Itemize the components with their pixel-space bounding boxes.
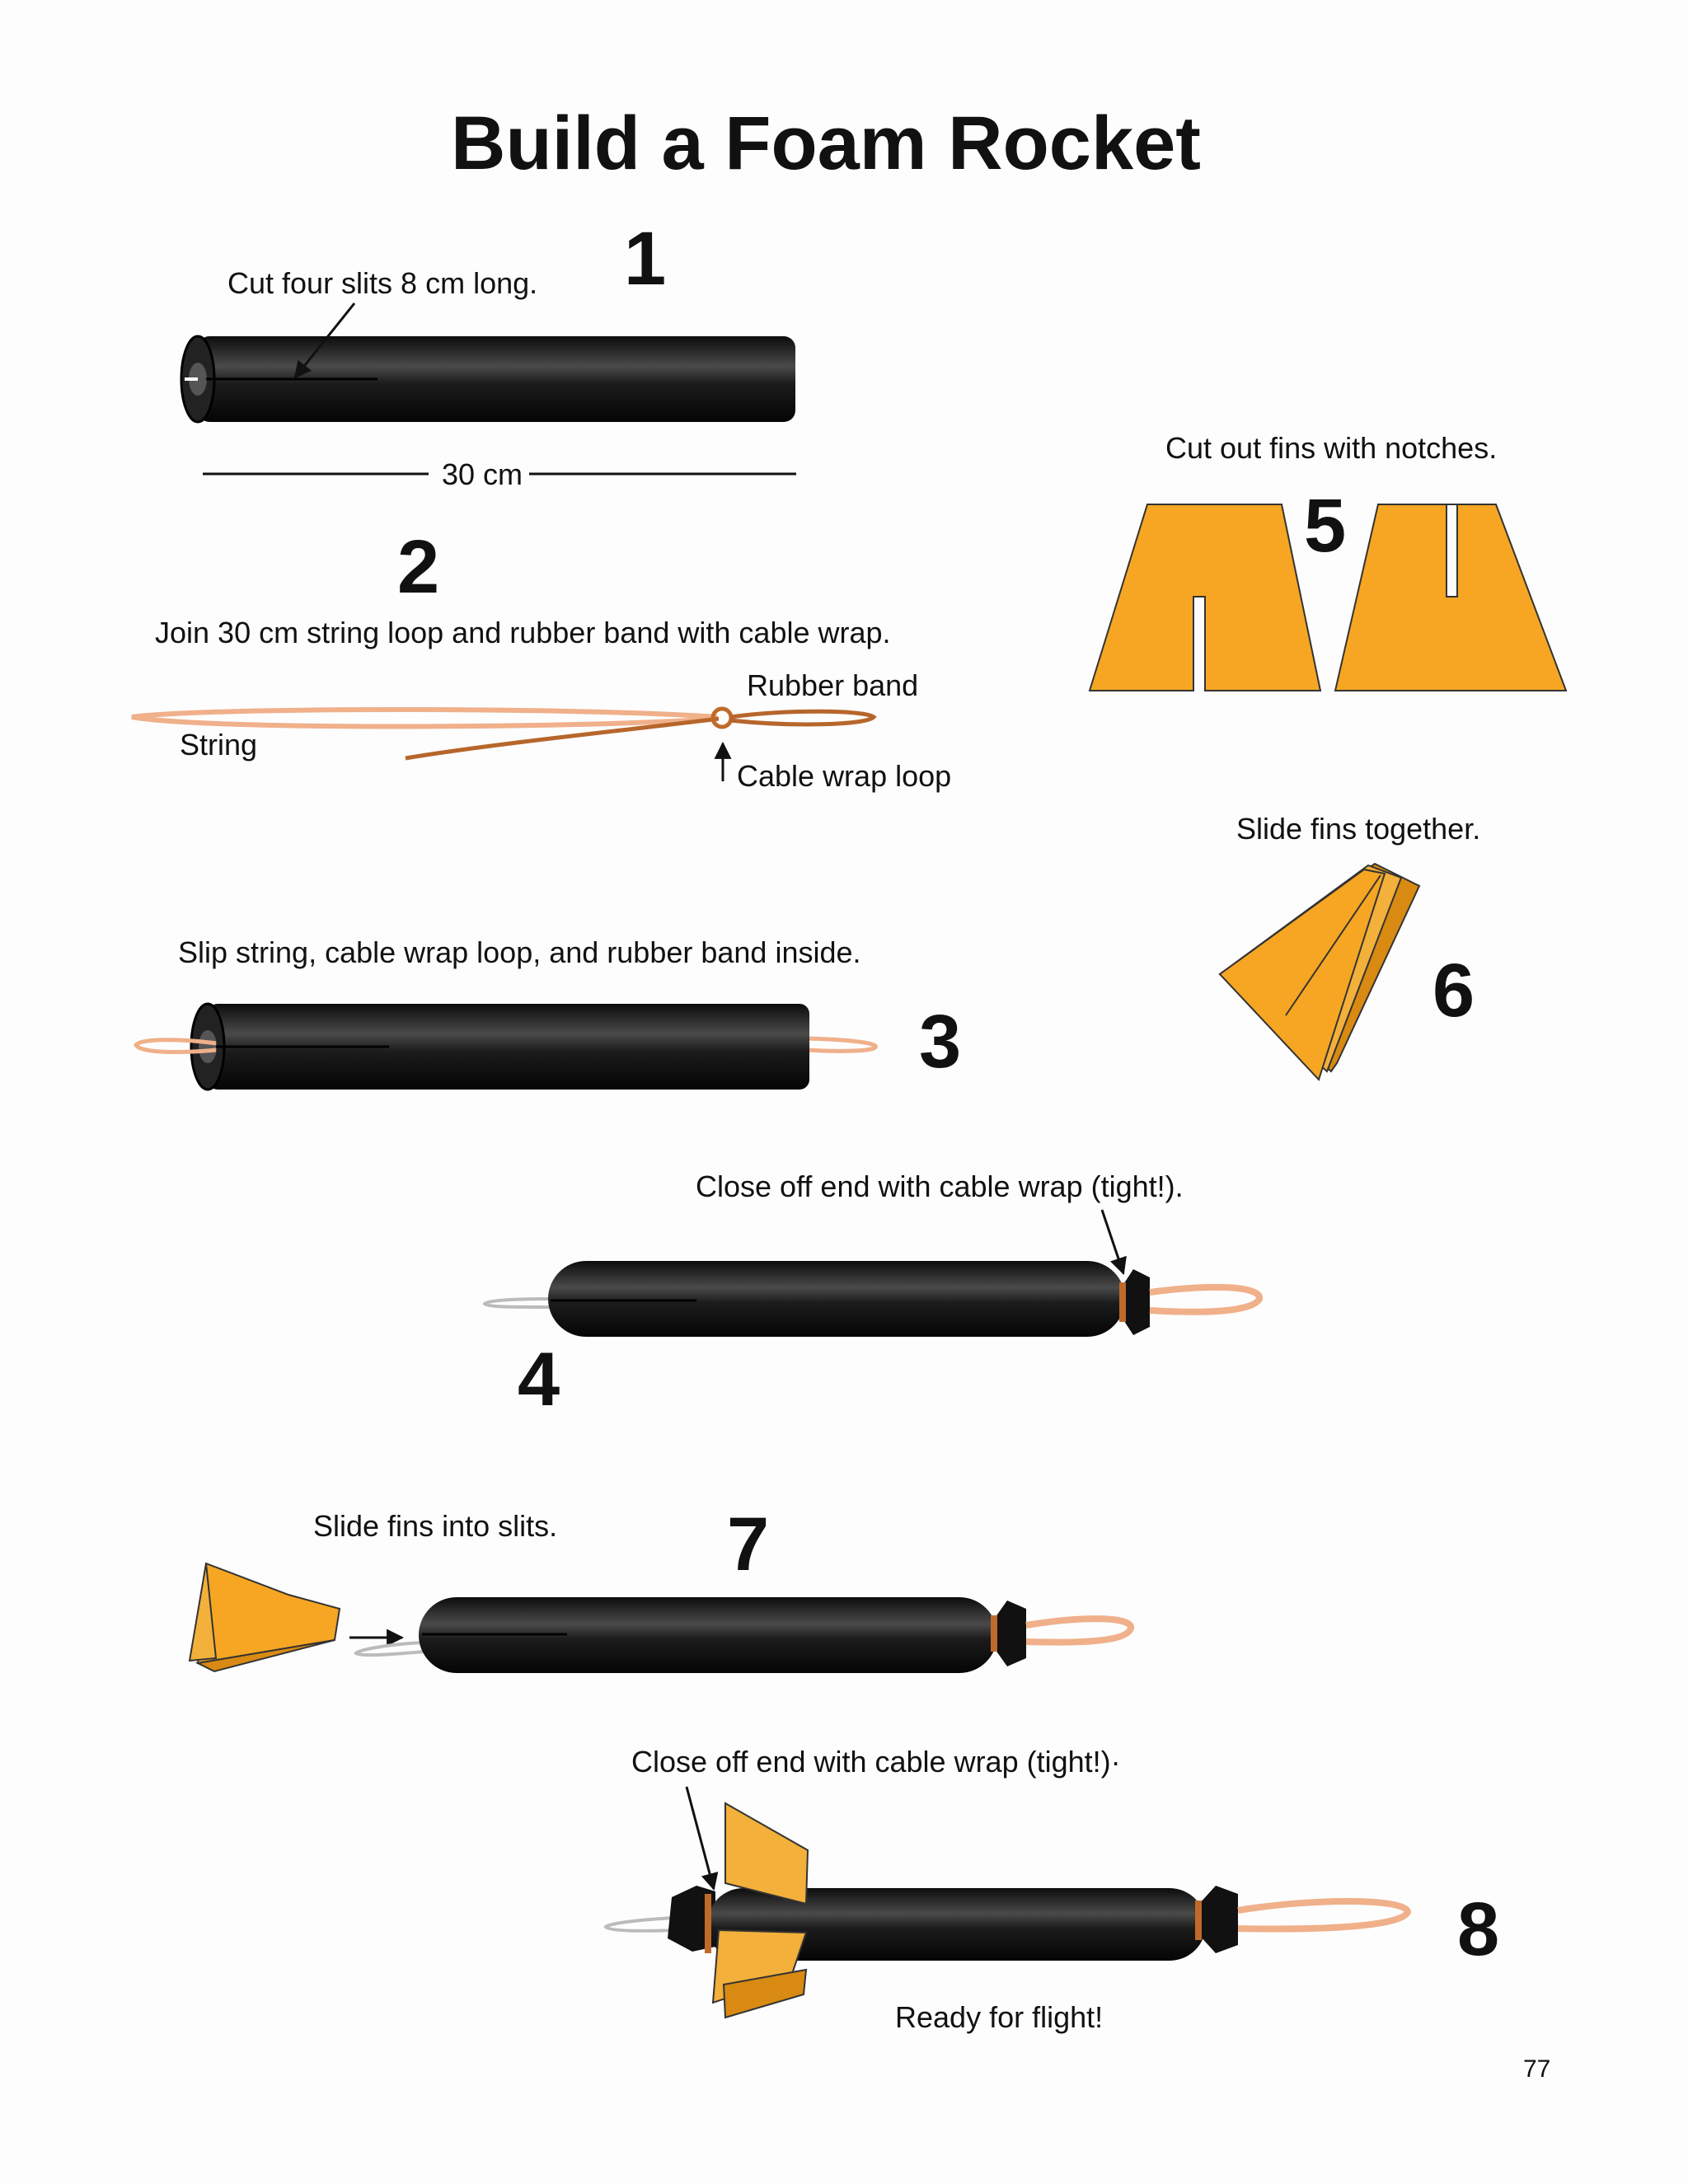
page-title: Build a Foam Rocket (451, 101, 1201, 185)
step1-tube (181, 336, 795, 422)
page-number: 77 (1523, 2055, 1551, 2083)
step3-instruction: Slip string, cable wrap loop, and rubber band inside. (178, 935, 861, 969)
step5-instruction: Cut out fins with notches. (1165, 431, 1498, 465)
step6-fins-assembled (1220, 864, 1419, 1080)
step4-tube (485, 1261, 1259, 1337)
step8-rocket (606, 1803, 1408, 2018)
step2-string-label: String (180, 728, 258, 762)
step8-caption: Ready for flight! (895, 2000, 1104, 2034)
step8-cable-wrap-arrow (687, 1787, 714, 1889)
step6-number: 6 (1432, 949, 1475, 1033)
step6-instruction: Slide fins together. (1236, 812, 1481, 846)
step4-instruction: Close off end with cable wrap (tight!). (696, 1169, 1184, 1203)
step8-number: 8 (1457, 1887, 1500, 1971)
step2-rubber-band-label: Rubber band (747, 668, 919, 702)
step1-dimension-label: 30 cm (442, 457, 523, 491)
step4-cable-wrap-arrow (1102, 1210, 1123, 1273)
step7-instruction: Slide fins into slits. (313, 1509, 558, 1543)
step7-number: 7 (727, 1502, 770, 1586)
step4-number: 4 (518, 1338, 560, 1422)
step3-tube (136, 1004, 875, 1090)
step7-assembly (190, 1563, 1131, 1673)
step5-number: 5 (1304, 484, 1347, 568)
step3-number: 3 (919, 1000, 962, 1084)
step8-instruction: Close off end with cable wrap (tight!)· (631, 1745, 1121, 1779)
step2-cable-wrap-loop-label: Cable wrap loop (737, 759, 952, 793)
step2-instruction: Join 30 cm string loop and rubber band with cable wrap. (155, 616, 891, 649)
step1-instruction: Cut four slits 8 cm long. (227, 266, 538, 300)
step1-number: 1 (624, 217, 667, 301)
step2-number: 2 (397, 525, 440, 609)
